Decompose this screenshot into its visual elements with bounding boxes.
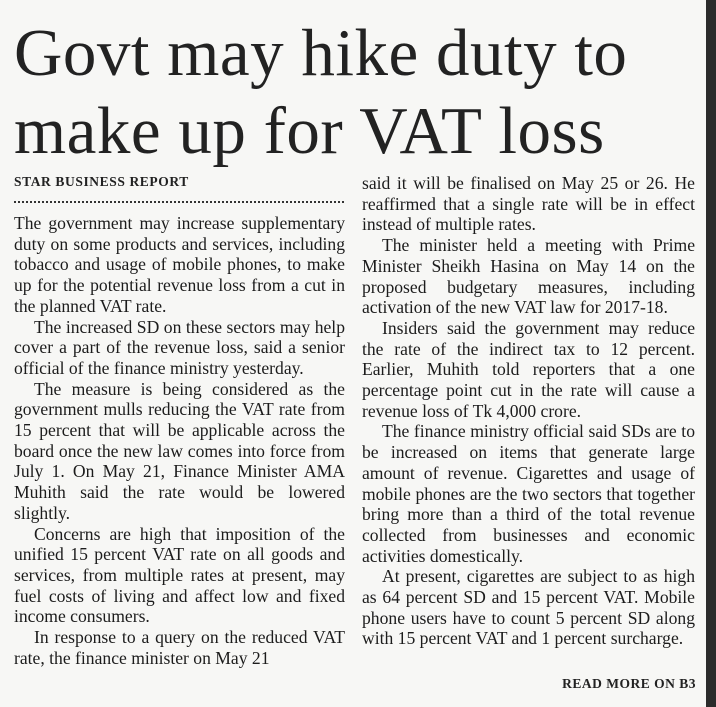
page-edge-shadow [706, 0, 716, 707]
paragraph: said it will be finalised on May 25 or 26. He reaffirmed that a single rate will be in effect instead of multiple rates. [362, 173, 695, 235]
byline: STAR BUSINESS REPORT [14, 174, 189, 189]
paragraph: At present, cigarettes are subject to as high as 64 percent SD and 15 percent VAT. Mobile phone users have to count 5 percent SD along with 15 percent VAT and 1 percent surcharge. [362, 566, 695, 649]
paragraph: Concerns are high that imposition of the unified 15 percent VAT rate on all goods and services, from multiple rates at present, may fuel costs of living and affect low and fixed income consumers. [14, 523, 345, 627]
article-column-2 [362, 173, 695, 649]
read-more-link[interactable]: READ MORE ON B3 [562, 676, 696, 691]
article-column-1 [14, 213, 345, 668]
paragraph: The government may increase supplementary duty on some products and services, including tobacco and usage of mobile phones, to make up for the potential revenue loss from a cut in the planned VAT rate. [14, 213, 345, 316]
paragraph: Insiders said the government may reduce the rate of the indirect tax to 12 percent. Earlier, Muhith told reporters that a one percentage point cut in the rate will cause a revenue loss of Tk 4,000 crore. [362, 317, 695, 421]
headline-line-2: make up for VAT loss [14, 94, 605, 168]
headline-line-1: Govt may hike duty to [14, 16, 628, 90]
paragraph: The increased SD on these sectors may help cover a part of the revenue loss, said a senior official of the finance ministry yesterday. [14, 316, 345, 378]
paragraph: The finance ministry official said SDs are to be increased on items that generate large amount of revenue. Cigarettes and usage of mobile phones are the two sectors that together bring more than a third of the total revenue collected from businesses and economic activities domestically. [362, 421, 695, 566]
paragraph: The measure is being considered as the government mulls reducing the VAT rate from 15 percent that will be applicable across the board once the new law comes into force from July 1. On May 21, Finance Minister AMA Muhith said the rate would be lowered slightly. [14, 378, 345, 523]
headline [14, 14, 694, 170]
byline-divider [14, 201, 344, 203]
paragraph: The minister held a meeting with Prime Minister Sheikh Hasina on May 14 on the proposed budgetary measures, including activation of the new VAT law for 2017-18. [362, 235, 695, 318]
paragraph: In response to a query on the reduced VAT rate, the finance minister on May 21 [14, 627, 345, 668]
